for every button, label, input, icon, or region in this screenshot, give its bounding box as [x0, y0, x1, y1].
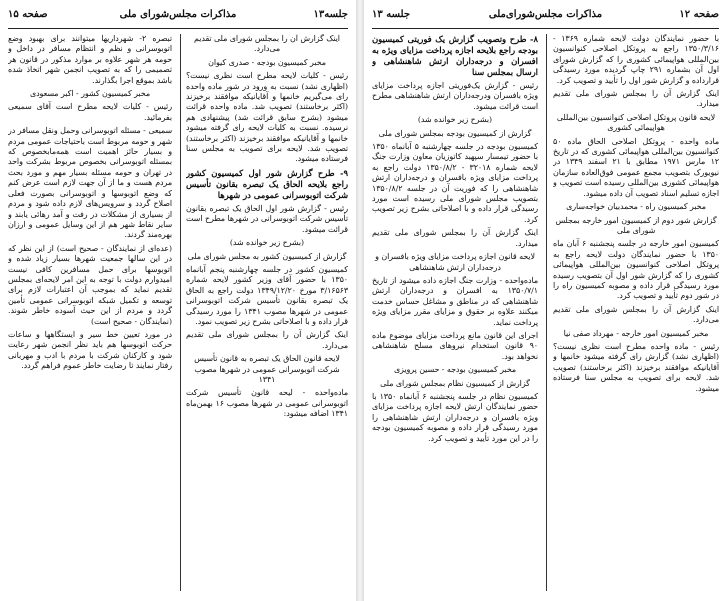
header-title: مذاکرات مجلس‌شورای‌ملی [488, 9, 603, 20]
right-page-right-column [553, 34, 719, 593]
paragraph: رئیس - کلیات لایحه مطرح است نظری نیست؟ (اظهاری نشد) نسبت به ورود در شور ماده واحده رای می‌گیریم خانمها و آقایانیکه موافقند برخیزند (اکثر برخاستند) تصویب شد. ماده واحده قرائت میشود (بشرح سابق قرائت شد) پیشنهادی هم نرسیده. نسبت به کلیات لایحه رای گرفته میشود خانمها و آقایانیکه موافقند برخیزند (اکثر برخاستند) تصویب شد. لایحه برای تصویب به مجلس سنا فرستاده میشود. [186, 71, 348, 164]
signature-line: مخبر کمیسیون امور خارجه - مهرداد صفی نیا [563, 328, 709, 338]
paragraph: با حضور نمایندگان دولت لایحه شماره ۱۳۶۹ - ۱۳۵۰/۳/۱۶ راجع به پروتکل اصلاحی کنوانسیون بین‌المللی هواپیمائی کشوری را که گزارش شورای اول آن بشماره ۲۹۱ چاپ گردیده مورد رسیدگی قرارداده و گزارش شور اول را تأیید و تصویب کرد. [553, 34, 719, 85]
paragraph: (عده‌ای از نمایندگان - صحیح است) از این نظر که در این سالها جمعیت شهرها بسیار زیاد شده و اتوبوسها برای حمل مسافرین کافی نیست امیدوارم دولت با توجه به این امر لایحه‌ای بمجلس تقدیم نماید که بموجب آن اعتبارات لازم برای توسعه و تکمیل شبکه اتوبوسرانی عمومی تأمین گردد و مردم از این حیث آسوده خاطر شوند. (نمایندگان - صحیح است) [8, 243, 172, 326]
signature-line: اینک گزارش آن را بمجلس شورای ملی تقدیم می‌دارد. [194, 34, 340, 54]
header-rule [8, 28, 348, 29]
paragraph: (بشرح زیر خوانده شد) [417, 115, 493, 125]
paragraph: گزارش از کمیسیون نظام بمجلس شورای ملی [380, 378, 530, 388]
signature-line: مخبر کمیسیون راه - محمدبیان خواجه‌ساری [566, 202, 706, 212]
paragraph: اینک گزارش آن را بمجلس شورای ملی تقدیم میدارد. [553, 89, 719, 109]
paragraph: لایحه قانون الحاق یک تبصره به قانون تأسیس شرکت اتوبوسرانی عمومی در شهرها مصوب ۱۳۴۱ [194, 354, 340, 384]
paragraph: اینک گزارش آن را بمجلس شورای ملی تقدیم می‌دارد. [186, 330, 348, 350]
paragraph: رئیس - گزارش شور اول الحاق یک تبصره بقانون تأسیس شرکت اتوبوسرانی در شهرها مطرح است قرائت میشود. [186, 203, 348, 234]
paragraph: رئیس - گزارش یک‌فوریتی اجازه پرداخت مزایای ویژه بافسران ودرجه‌داران ارتش شاهنشاهی مطرح است قرائت میشود. [372, 81, 538, 111]
signature-line: مخبر کمیسیون بودجه - حسین پرویزی [393, 365, 517, 375]
paragraph: کمیسیون امور خارجه در جلسه پنجشنبه ۶ آبان ماه ۱۳۵۰ با حضور نمایندگان دولت لایحه راجع به پروتکل اصلاحی کنوانسیون بین‌المللی هواپیمائی کشوری را که گزارش شور اول آن بتصویب رسیده مورد رسیدگی قرار داده و مصوبه کمیسیون راه را در شور دوم تأیید و تصویب کرد. [553, 239, 719, 301]
header-rule [372, 28, 719, 29]
session-label: جلسه ۱۳ [372, 9, 411, 20]
paragraph: سمیعی - مسئله اتوبوسرانی وحمل ونقل مسافر در شهر و حومه مربوط است باحتیاجات عمومی مردم و بسیار حائز اهمیت است همه‌مابخصوص که بمسئله اتوبوسرانی بخصوص مربوط بشرکت واحد در تهران و حومه مسئله بسیار مهم و مورد بحث مردم هست و ما از آن جهت لازم است عرض کنم که وضع اتوبوسها و اتوبوسرانی بصورت فعلی اصلاح گردد و سرویس‌های لازم داده شود و مردم از بسیاری از مشکلات در رفت و آمد رهائی یابند و سایر نقاط شهر هم از این وسایل عمومی و ارزان بهره‌مند گردند. [8, 126, 172, 240]
paragraph: ماده‌واحده - لیحه قانون تأسیس شرکت اتوبوسرانی عمومی در شهرها مصوب ۱۶ بهمن‌ماه ۱۳۴۱ اضافه میشود: [186, 388, 348, 419]
signature-line: مخبر کمیسیون بودجه - صدری کیوان [208, 57, 326, 67]
paragraph: کمیسیون نظام در جلسه پنجشنبه ۶ آبانماه ۱۳۵۰ با حضور نمایندگان ارتش لایحه اجازه پرداخت مزایای ویژه بافسران و درجه‌داران ارتش شاهنشاهی را مورد رسیدگی قرار داده و مصوبه کمیسیون بودجه را در این مورد تأیید و تصویب کرد. [372, 391, 538, 443]
paragraph: رئیس - ماده واحده مطرح است نظری نیست؟ (اظهاری نشد) گزارش رای گرفته میشود خانمها و آقایانیکه موافقند برخیزند (اکثر برخاستند) تصویب شد. لایحه برای تصویب به مجلس سنا فرستاده میشود. [553, 341, 719, 393]
column-divider [180, 34, 181, 591]
column-divider [546, 34, 547, 591]
section-heading: ۸- طرح وتصویب گزارش یک فوریتی کمیسیون بودجه راجع بلایحه اجازه پرداخت مزایای ویژه به افسران و درجه‌داران ارتش شاهنشاهی و ارسال بمجلس سنا [372, 34, 538, 77]
right-page-left-column [372, 34, 538, 593]
paragraph: ماده واحده - پروتکل اصلاحی الحاق ماده ۵۰ کنوانسیون بین‌المللی هواپیمائی کشوری که در تاریخ ۱۲ مارس ۱۹۷۱ مطابق با ۲۱ اسفند ۱۳۴۹ در نیویورک بتصویب مجمع عمومی فوق‌العاده سازمان هواپیمائی کشوری بین‌المللی رسیده است تصویب و اجازه تسلیم اسناد تصویب آن داده میشود. [553, 136, 719, 198]
right-page [364, 0, 727, 601]
signature-line: مخبر کمیسیون کشور - اکبر مسعودی [29, 89, 150, 99]
paragraph: کمیسیون کشور در جلسه چهارشنبه پنجم آبانماه ۱۳۵۰ با حضور آقای وزیر کشور لایحه شماره ۳/۱۶۵۶۳ مورخ ۱۳۴۹/۱۲/۲۰ دولت راجع به الحاق یک تبصره بقانون تأسیس شرکت اتوبوسرانی عمومی در شهرها مصوب ۱۳۴۱ را مورد رسیدگی قرار داده و با اصلاحاتی بشرح زیر تصویب نمود. [186, 264, 348, 326]
left-page-left-column [8, 34, 172, 593]
paragraph: (بشرح زیر خوانده شد) [229, 238, 305, 248]
paragraph: ماده‌واحده - وزارت جنگ اجازه داده میشود از تاریخ ۱۳۵۰/۷/۱ به افسران و درجه‌داران ارتش شاهنشاهی که در مناطق و مشاغل حساس خدمت میکنند علاوه بر حقوق و مزایای مقرر مزایای ویژه پرداخت نماید. [372, 275, 538, 327]
right-page-header [372, 9, 719, 25]
header-title: مذاکرات مجلس‌شورای ملی [119, 9, 237, 20]
paragraph: گزارش شور دوم از کمیسیون امور خارجه بمجلس شورای ملی [555, 215, 717, 235]
paragraph: لایحه قانون پروتکل اصلاحی کنوانسیون بین‌المللی هواپیمائی کشوری [556, 112, 716, 133]
paragraph: اینک گزارش آن را بمجلس شورای ملی تقدیم میدارد. [372, 228, 538, 248]
paragraph: کمیسیون بودجه در جلسه چهارشنبه ۵ آبانماه ۱۳۵۰ با حضور تیمسار سپهبد کاتوزیان معاون وزارت جنگ لایحه شماره ۳۲۰۱۸ - ۱۳۵۰/۸/۲ دولت راجع به پرداخت مزایای ویژه بافسران و درجه‌داران ارتش شاهنشاهی را که فوریت آن در جلسه ۱۳۵۰/۸/۲ بتصویب مجلس شورای ملی رسیده است مورد رسیدگی قرار داده و با اصلاحاتی بشرح زیر تصویب کرد. [372, 142, 538, 224]
session-label: جلسه۱۳ [313, 9, 348, 20]
page-number: صفحه ۱۵ [8, 9, 48, 20]
left-page-header [8, 9, 348, 25]
page-number: صفحه ۱۲ [679, 9, 719, 20]
left-page-right-column [186, 34, 348, 593]
paragraph: رئیس - کلیات لایحه مطرح است آقای سمیعی بفرمائید. [8, 102, 172, 122]
paragraph: اجرای این قانون مانع پرداخت مزایای موضوع ماده ۹۰ قانون استخدام نیروهای مسلح شاهنشاهی نخواهد بود. [372, 330, 538, 361]
paragraph: گزارش از کمیسیون بودجه بمجلس شورای ملی [378, 128, 532, 138]
paragraph: گزارش از کمیسیون کشور به مجلس شورای ملی [187, 251, 347, 261]
section-heading: ۹- طرح گزارش شور اول کمیسیون کشور راجع بلایحه الحاق یک تبصره بقانون تأسیس شرکت اتوبوسرانی عمومی در شهرها [186, 167, 348, 200]
left-page [0, 0, 356, 601]
paragraph: اینک گزارش آن را بمجلس شورای ملی تقدیم می‌دارد. [553, 304, 719, 325]
book-gutter [356, 0, 364, 601]
paragraph: در مورد تعیین خط سیر و ایستگاهها و ساعات حرکت اتوبوسها هم باید نظر انجمن شهر رعایت شود و کارکنان شرکت با مردم با ادب و مهربانی رفتار نمایند تا رضایت خاطر عموم فراهم گردد. [8, 329, 172, 371]
paragraph: تبصره ۲- شهرداریها میتوانند برای بهبود وضع اتوبوسرانی و نظم و انتظام مسافر در داخل و حومه هر شهر علاوه بر موارد مذکور در قانون هر تصمیمی را که به تصویب انجمن شهر اتخاذ شده باشد بموقع اجرا بگذارند. [8, 34, 172, 85]
paragraph: لایحه قانون اجازه پرداخت مزایای ویژه بافسران و درجه‌داران ارتش شاهنشاهی [375, 252, 535, 272]
